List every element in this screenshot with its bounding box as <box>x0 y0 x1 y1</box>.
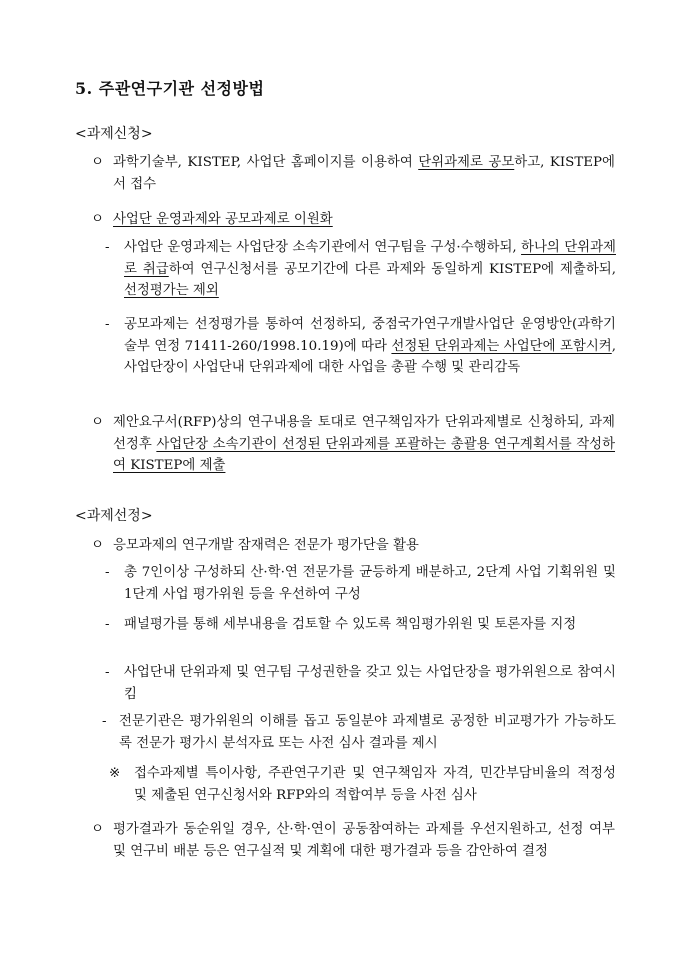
bullet-circle-marker: ㅇ <box>91 538 104 553</box>
application-sub-2-text-b: , 사업단장이 사업단내 단위과제에 대한 사업을 총괄 수행 및 관리감독 <box>124 338 616 375</box>
selection-note: 접수과제별 특이사항, 주관연구기관 및 연구책임자 자격, 민간부담비율의 적정성 및 제출된 연구신청서와 RFP와의 적합여부 등을 사전 심사 <box>134 766 616 803</box>
application-item-2-sub-2 <box>124 314 616 379</box>
selection-item-1-sub-3: 사업단내 단위과제 및 연구팀 구성권한을 갖고 있는 사업단장을 평가위원으로 참여시킴 <box>124 665 616 702</box>
bullet-circle-marker: ㅇ <box>91 155 104 170</box>
bullet-circle-marker: ㅇ <box>91 415 104 430</box>
selection-item-1-sub-4: 전문기관은 평가위원의 이해를 돕고 동일분야 과제별로 공정한 비교평가가 가능하도록 전문가 평가시 분석자료 또는 사전 심사 결과를 제시 <box>119 714 616 751</box>
application-item-1-underlined: 단위과제로 공모 <box>418 155 515 170</box>
application-item-2-underlined: 사업단 운영과제와 공모과제로 이원화 <box>113 212 333 227</box>
application-item-3-text-a: 제안요구서(RFP)상의 연구내용을 토대로 연구책임자가 단위과제별로 신청하되, 과제선정후 <box>113 415 615 452</box>
bullet-dash-marker: - <box>105 665 110 680</box>
selection-item-2: 평가결과가 동순위일 경우, 산·학·연이 공동참여하는 과제를 우선지원하고, 선정 여부 및 연구비 배분 등은 연구실적 및 계획에 대한 평가결과 등을 감안하여 결정 <box>113 822 615 859</box>
bullet-dash-marker: - <box>102 714 107 729</box>
bullet-circle-marker: ㅇ <box>91 822 104 837</box>
note-marker: ※ <box>109 766 121 781</box>
application-sub-1-text-a: 사업단 운영과제는 사업단장 소속기관에서 연구팀을 구성·수행하되, <box>124 240 522 255</box>
subsection-heading-selection: <과제선정> <box>75 508 153 524</box>
application-item-1-text-a: 과학기술부, KISTEP, 사업단 홈페이지를 이용하여 <box>113 155 419 170</box>
bullet-dash-marker: - <box>105 240 110 255</box>
application-item-3 <box>113 412 615 477</box>
selection-item-1-sub-2: 패널평가를 통해 세부내용을 검토할 수 있도록 책임평가위원 및 토론자를 지정 <box>124 617 577 632</box>
application-item-1 <box>113 152 615 195</box>
application-sub-2-underlined: 선정된 단위과제는 사업단에 포함시켜 <box>391 338 612 354</box>
section-title: 5. 주관연구기관 선정방법 <box>75 79 265 98</box>
application-sub-1-text-b: 하여 연구신청서를 공모기간에 다른 과제와 동일하게 KISTEP에 제출하되, <box>168 261 616 277</box>
selection-item-1: 응모과제의 연구개발 잠재력은 전문가 평가단을 활용 <box>113 538 419 553</box>
application-sub-2-text-a: 공모과제는 선정평가를 통하여 선정하되, 중점국가연구개발사업단 운영방안(과학기술부 연정 71411-260/1998.10.19)에 따라 <box>124 317 616 354</box>
application-sub-1-underlined-2: 선정평가는 제외 <box>124 283 219 298</box>
application-sub-1-underlined-1: 하나의 단위과제로 취급 <box>124 240 616 277</box>
bullet-dash-marker: - <box>105 565 110 580</box>
application-item-1-text-b: 하고, KISTEP에서 접수 <box>113 155 615 192</box>
bullet-circle-marker: ㅇ <box>91 212 104 227</box>
subsection-heading-application: <과제신청> <box>75 126 153 142</box>
application-item-2 <box>113 209 615 231</box>
application-item-3-underlined: 사업단장 소속기관이 선정된 단위과제를 포괄하는 총괄용 연구계획서를 작성하여 KISTEP에 제출 <box>113 436 616 473</box>
application-item-2-sub-1 <box>124 237 616 302</box>
bullet-dash-marker: - <box>105 617 110 632</box>
bullet-dash-marker: - <box>105 317 110 332</box>
selection-item-1-sub-1: 총 7인이상 구성하되 산·학·연 전문가를 균등하게 배분하고, 2단계 사업 기획위원 및 1단계 사업 평가위원 등을 우선하여 구성 <box>124 565 616 602</box>
